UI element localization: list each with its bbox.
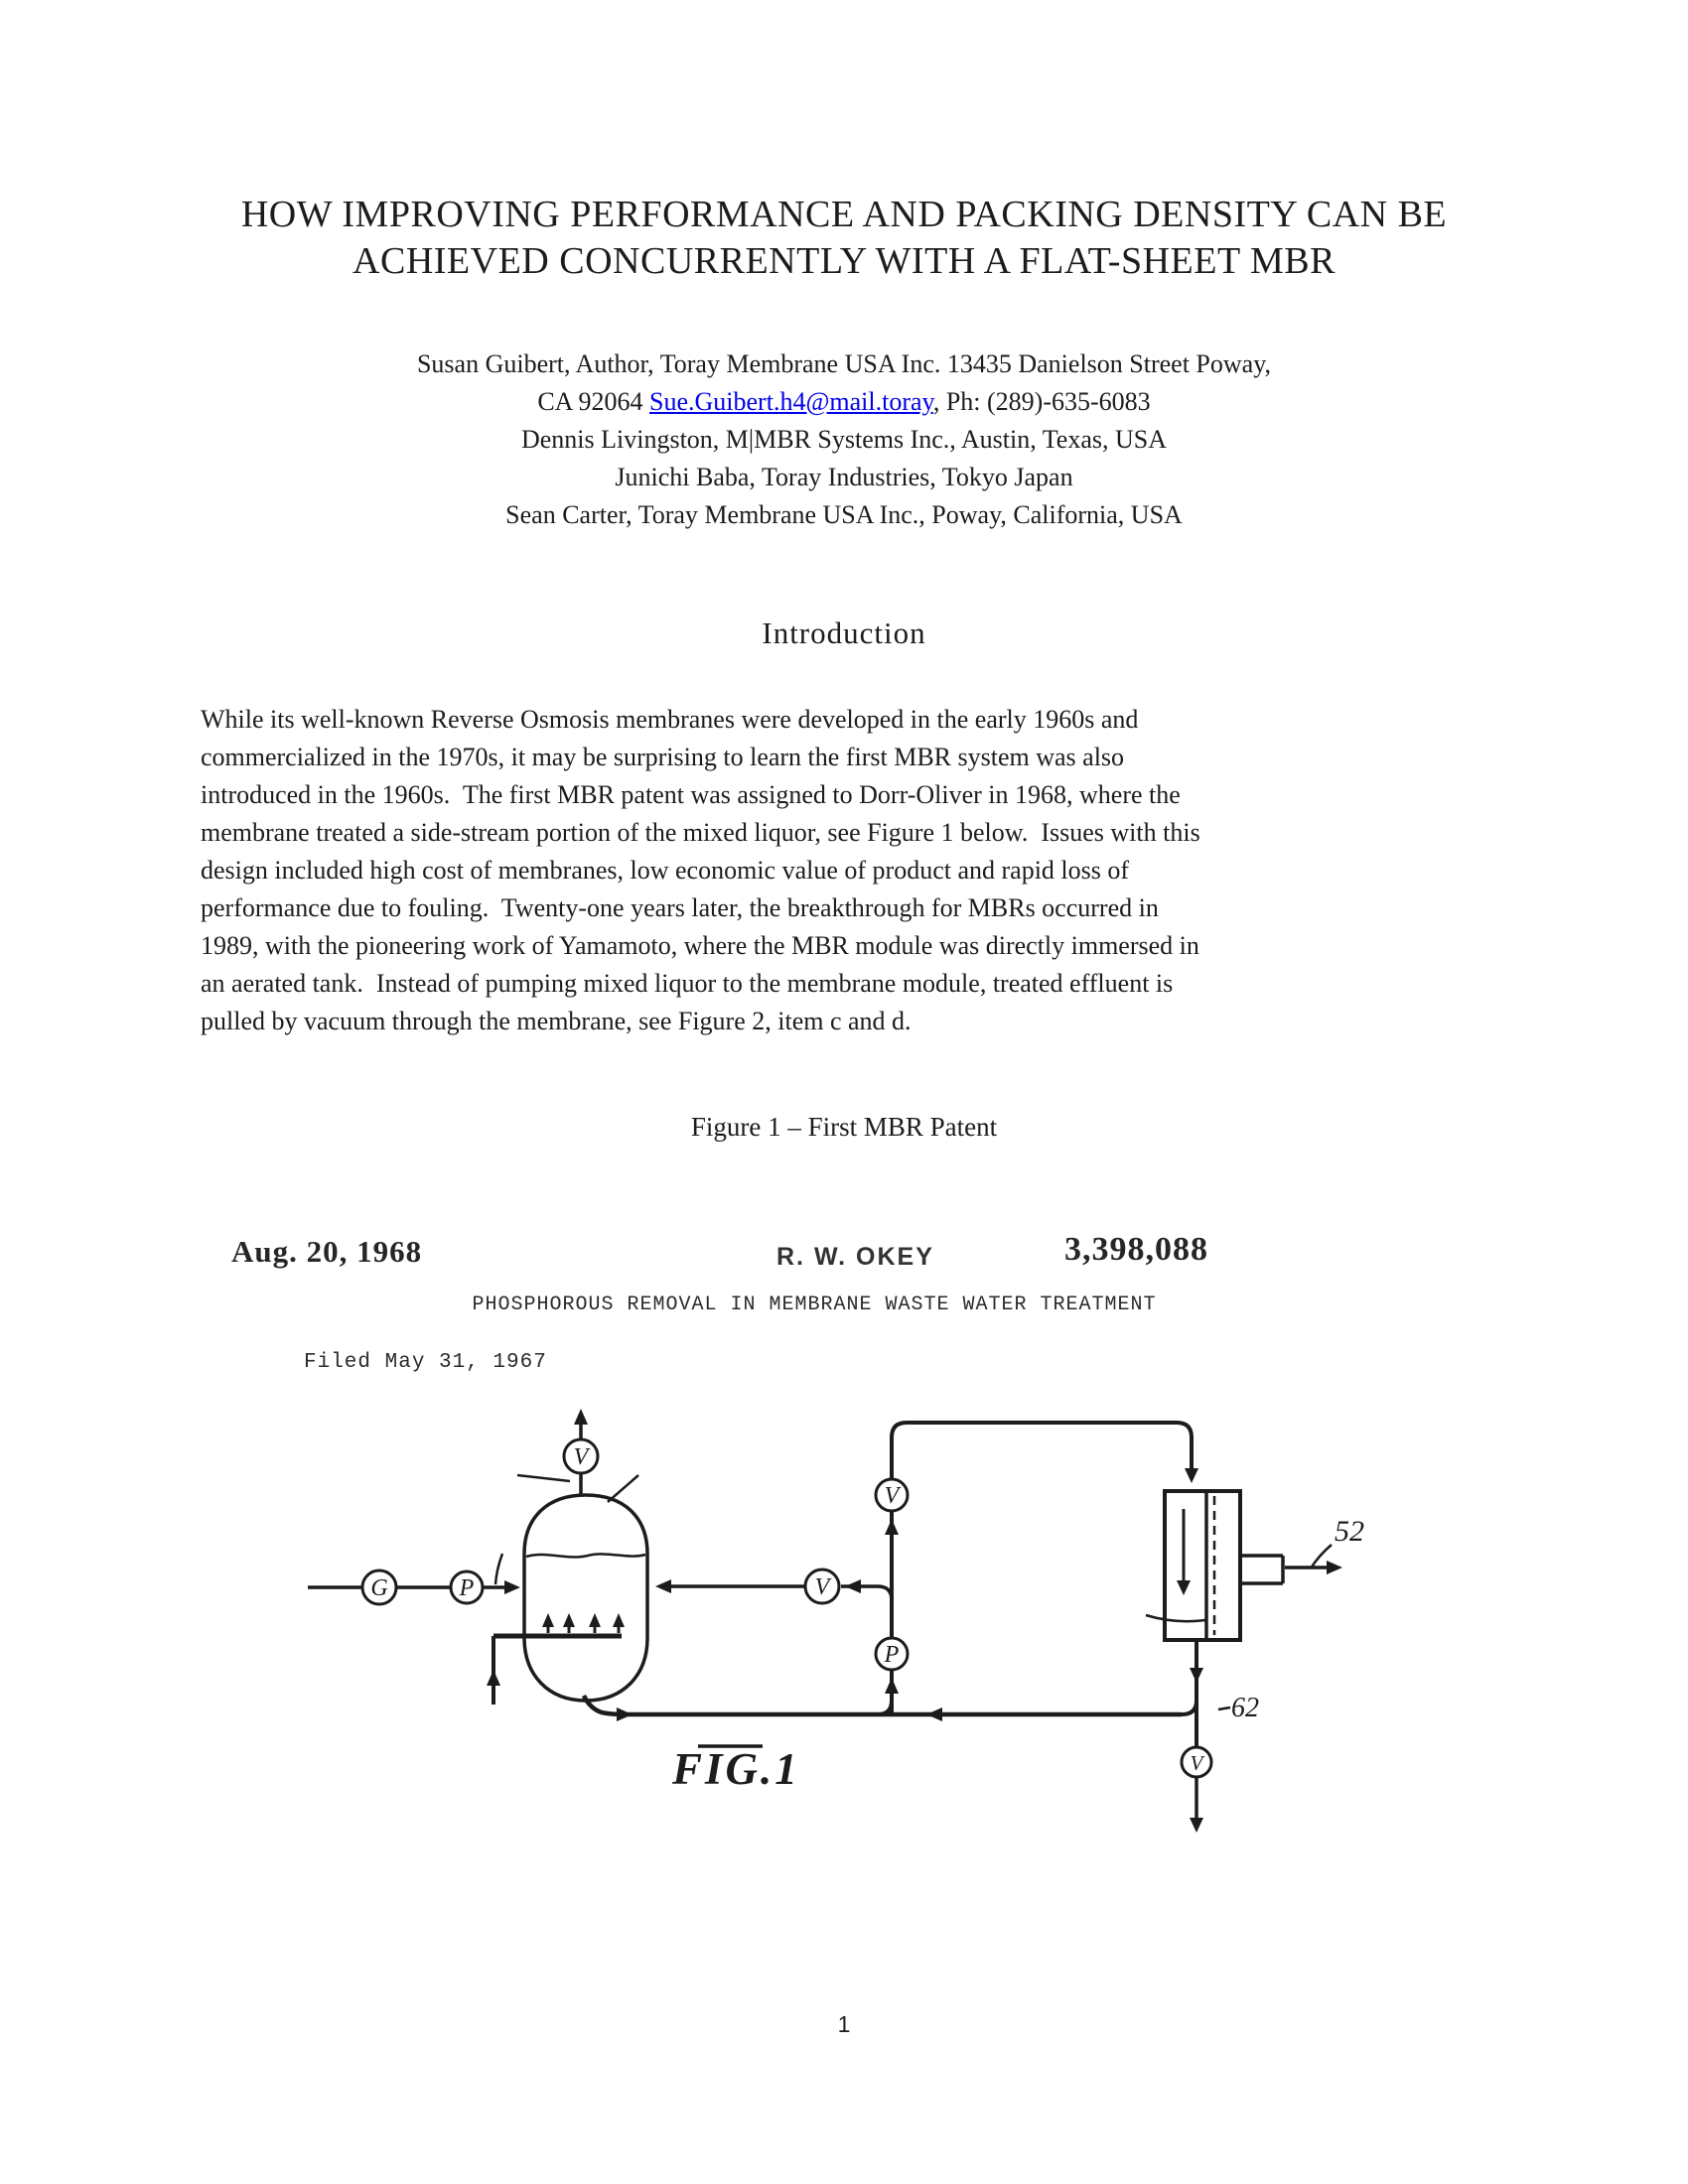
arrow-into-valve-left xyxy=(845,1579,861,1593)
arrow-below-module-down xyxy=(1190,1668,1203,1683)
svg-text:FIG.1: FIG.1 xyxy=(672,1744,800,1794)
author-line-3: Dennis Livingston, M|MBR Systems Inc., Austin, Texas, USA xyxy=(520,425,1168,454)
arrow-drain-down xyxy=(1190,1818,1203,1833)
arrow-riser-up-1 xyxy=(885,1678,899,1694)
permeate-port xyxy=(1240,1556,1283,1583)
paragraph-line: an aerated tank. Instead of pumping mixed liquor to the membrane module, treated effluent is xyxy=(201,969,1174,998)
arrow-bottom-right xyxy=(617,1707,633,1721)
arrow-bottom-left xyxy=(926,1707,942,1721)
arrow-module-down-flow xyxy=(1177,1580,1191,1595)
pump-label: P xyxy=(884,1642,900,1668)
loop-top-line xyxy=(907,1423,1192,1472)
author-line-2-post: , Ph: (289)-635-6083 xyxy=(932,387,1151,416)
paragraph-line: 1989, with the pioneering work of Yamamoto, where the MBR module was directly immersed in xyxy=(201,931,1199,960)
patent-inventor: R. W. OKEY xyxy=(776,1243,934,1271)
arrow-air-up xyxy=(487,1670,500,1686)
introduction-heading: Introduction xyxy=(762,615,926,650)
tank-leader-left xyxy=(517,1475,570,1481)
fig1-label xyxy=(671,1744,800,1794)
arrow-riser-up-2 xyxy=(885,1519,899,1535)
paper-title xyxy=(0,192,1688,285)
ref-62-leader xyxy=(1218,1707,1230,1709)
return-to-tank-line xyxy=(655,1570,892,1603)
gauge-circle xyxy=(362,1570,396,1604)
author-line-2 xyxy=(0,383,1688,421)
introduction-paragraph xyxy=(201,701,1200,1040)
paragraph-line: membrane treated a side-stream portion of the mixed liquor, see Figure 1 below. Issues with this xyxy=(201,818,1200,847)
paragraph-line: design included high cost of membranes, low economic value of product and rapid loss of xyxy=(201,856,1130,885)
author-line-5: Sean Carter, Toray Membrane USA Inc., Poway, California, USA xyxy=(505,500,1183,529)
arrow-vent-up xyxy=(574,1409,588,1425)
valve-label: V xyxy=(884,1483,900,1509)
ref-62-label: 62 xyxy=(1231,1693,1259,1723)
arrow-feed-into-tank xyxy=(504,1580,520,1594)
arrow-into-tank-left xyxy=(655,1579,671,1593)
paper-title-line-2: ACHIEVED CONCURRENTLY WITH A FLAT-SHEET MBR xyxy=(352,240,1336,282)
air-sparger xyxy=(487,1613,625,1705)
paragraph-line: performance due to fouling. Twenty-one years later, the breakthrough for MBRs occurred in xyxy=(201,893,1159,922)
tank-leader-right xyxy=(608,1475,638,1502)
valve-label: V xyxy=(814,1574,830,1600)
liquid-level-line xyxy=(526,1554,645,1557)
patent-diagram xyxy=(0,1385,1688,1851)
drain-line xyxy=(1182,1747,1211,1833)
pump-circle xyxy=(451,1571,483,1603)
arrow-sparger-1 xyxy=(542,1613,554,1627)
author-line-4: Junichi Baba, Toray Industries, Tokyo Japan xyxy=(615,463,1073,491)
page-number: 1 xyxy=(837,2011,851,2037)
arrow-sparger-2 xyxy=(563,1613,575,1627)
arrow-into-module xyxy=(1185,1468,1198,1483)
gauge-label: G xyxy=(370,1575,388,1601)
patent-title: PHOSPHOROUS REMOVAL IN MEMBRANE WASTE WATER TREATMENT xyxy=(472,1294,1157,1316)
bottom-return-line xyxy=(584,1640,1259,1747)
paragraph-line: introduced in the 1960s. The first MBR patent was assigned to Dorr-Oliver in 1968, where the xyxy=(201,780,1181,809)
author-line-1: Susan Guibert, Author, Toray Membrane USA Inc. 13435 Danielson Street Poway, xyxy=(416,349,1272,378)
feed-line xyxy=(308,1580,520,1594)
module-leader xyxy=(1146,1615,1205,1621)
patent-date: Aug. 20, 1968 xyxy=(231,1234,423,1269)
email-link[interactable]: Sue.Guibert.h4@mail.toray xyxy=(649,387,933,416)
membrane-module xyxy=(1146,1491,1364,1640)
pump-label: P xyxy=(459,1575,475,1601)
author-block xyxy=(0,345,1688,534)
ref-52-label: 52 xyxy=(1335,1515,1364,1548)
valve-label: V xyxy=(1190,1751,1203,1775)
inlet-tick-mark xyxy=(495,1554,502,1584)
paragraph-line: pulled by vacuum through the membrane, see Figure 2, item c and d. xyxy=(201,1007,912,1035)
arrow-sparger-4 xyxy=(613,1613,625,1627)
patent-filed-date: Filed May 31, 1967 xyxy=(304,1351,547,1374)
valve-label: V xyxy=(573,1444,589,1470)
arrow-sparger-3 xyxy=(589,1613,601,1627)
recirculation-riser xyxy=(876,1423,1198,1714)
patent-number: 3,398,088 xyxy=(1064,1231,1208,1268)
aeration-tank xyxy=(517,1475,647,1701)
paragraph-line: While its well-known Reverse Osmosis membranes were developed in the early 1960s and xyxy=(201,705,1139,734)
paper-title-line-1: HOW IMPROVING PERFORMANCE AND PACKING DENSITY CAN BE xyxy=(240,194,1448,235)
arrow-permeate-out xyxy=(1327,1561,1342,1574)
paragraph-line: commercialized in the 1970s, it may be surprising to learn the first MBR system was also xyxy=(201,743,1125,771)
author-line-2-pre: CA 92064 xyxy=(537,387,650,416)
figure-caption: Figure 1 – First MBR Patent xyxy=(690,1112,998,1142)
